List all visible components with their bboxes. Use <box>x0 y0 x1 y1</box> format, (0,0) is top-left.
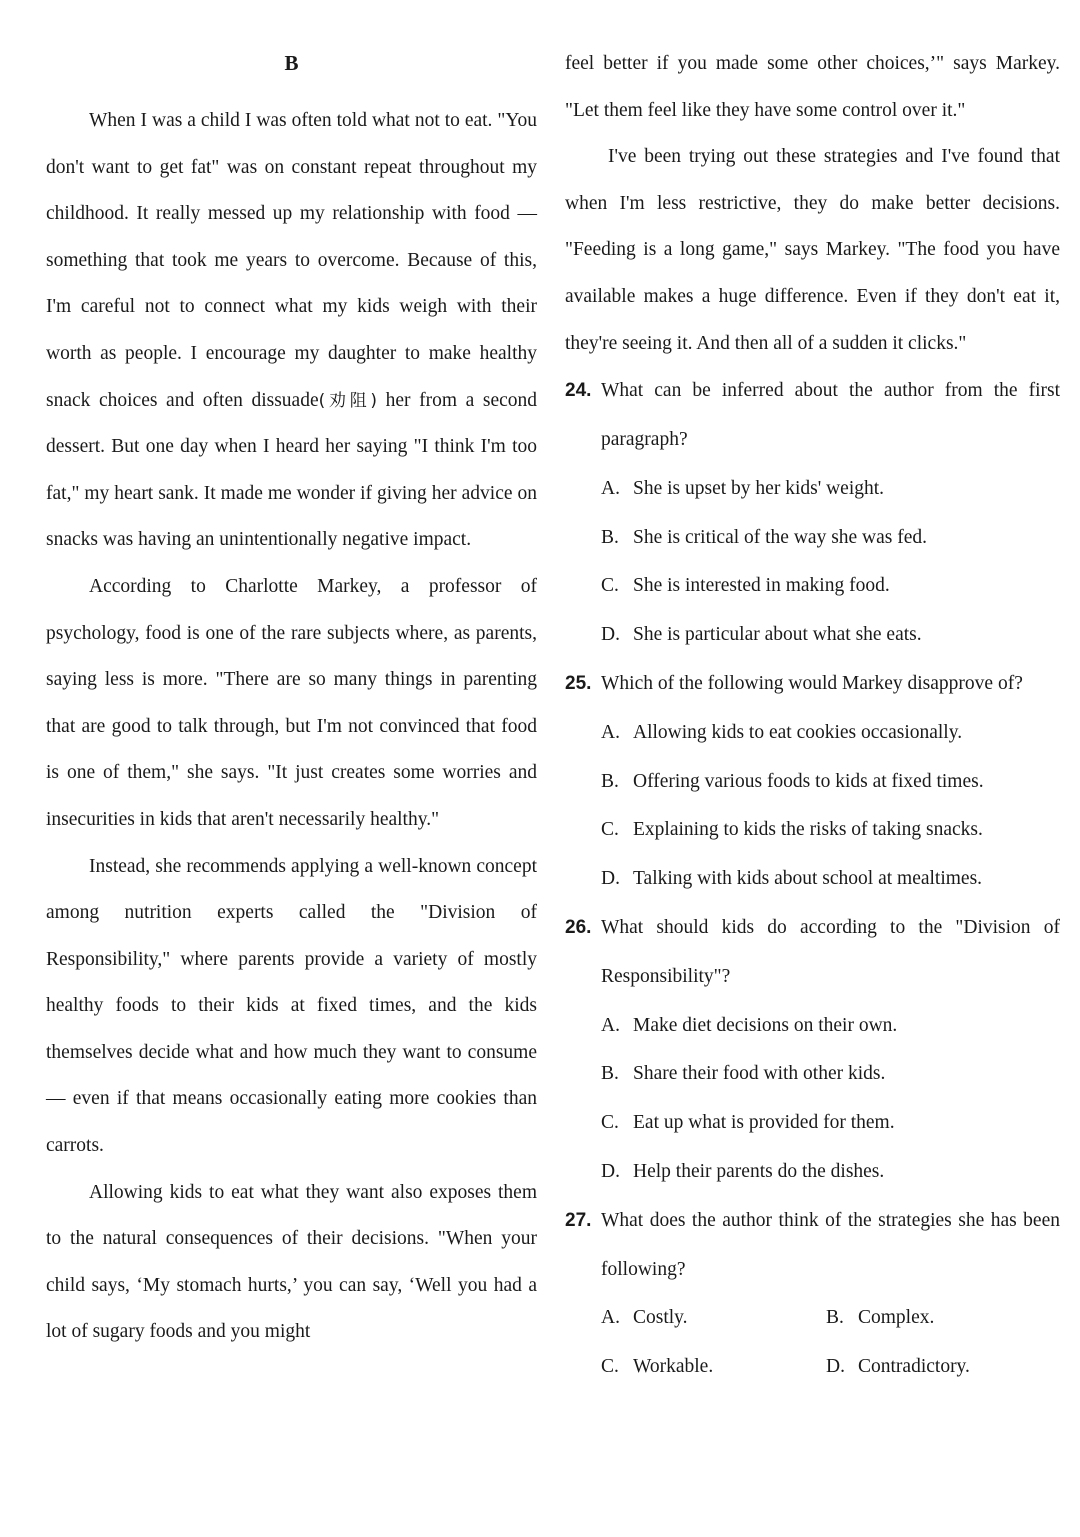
passage-paragraph-1 <box>46 98 537 564</box>
answer-option[interactable] <box>565 855 1060 904</box>
option-letter: A. <box>601 1014 620 1036</box>
option-text: Costly. <box>633 1307 688 1329</box>
question-number: 25. <box>565 672 592 694</box>
answer-option[interactable] <box>565 1002 1060 1051</box>
option-row <box>565 1294 1060 1343</box>
option-letter: C. <box>601 1112 619 1134</box>
option-text: Offering various foods to kids at fixed times. <box>633 770 984 792</box>
answer-option[interactable] <box>565 514 1060 563</box>
question-number: 27. <box>565 1209 592 1231</box>
paragraph-1-text: When I was a child I was often told what not to eat. "You don't want to get fat" was on constant repeat throughout my childhood. It really messed up my relationship with food — something that took me years to overcome. Because of this, I'm careful not to connect what my kids weigh with their worth as people. I encourage my daughter to make healthy snack choices and often dissuade <box>46 110 537 411</box>
option-text: Help their parents do the dishes. <box>633 1160 885 1182</box>
option-letter: C. <box>601 1356 619 1378</box>
option-text: She is interested in making food. <box>633 575 890 597</box>
option-text: Complex. <box>858 1307 935 1329</box>
answer-option[interactable] <box>565 709 1060 758</box>
answer-option[interactable] <box>826 1343 1051 1392</box>
option-text: Eat up what is provided for them. <box>633 1112 895 1134</box>
question-stem <box>565 367 1060 465</box>
option-letter: B. <box>601 526 619 548</box>
answer-option[interactable] <box>826 1294 1051 1343</box>
option-letter: D. <box>601 1160 620 1182</box>
question-stem <box>565 904 1060 1002</box>
passage-paragraph-4-continued: feel better if you made some other choices,’" says Markey. "Let them feel like they have some control over it." <box>565 53 1060 121</box>
paragraph-1-rest: her from a second dessert. But one day when I heard her saying "I think I'm too fat," my heart sank. It made me wonder if giving her advice on snacks was having an unintentionally negative impact. <box>46 389 538 551</box>
chinese-gloss: (劝阻) <box>318 390 378 411</box>
passage-paragraph-3: Instead, she recommends applying a well-known concept among nutrition experts called the "Division of Responsibility," where parents provide a variety of mostly healthy foods to their kids at fixed times, and the kids themselves decide what and how much they want to consume — even if that means occasionally eating more cookies than carrots. <box>46 855 537 1157</box>
answer-option[interactable] <box>565 806 1060 855</box>
option-letter: D. <box>826 1356 845 1378</box>
option-letter: B. <box>826 1307 844 1329</box>
option-text: She is particular about what she eats. <box>633 624 922 646</box>
question-25 <box>565 660 1060 904</box>
answer-option[interactable] <box>601 1343 826 1392</box>
passage-paragraph-5: I've been trying out these strategies and I've found that when I'm less restrictive, they do make better decisions. "Feeding is a long game," says Markey. "The food you have available makes a huge difference. Even if they don't eat it, they're seeing it. And then all of a sudden it clicks." <box>565 146 1060 354</box>
option-letter: A. <box>601 721 620 743</box>
option-letter: C. <box>601 819 619 841</box>
option-letter: D. <box>601 624 620 646</box>
option-row <box>565 1343 1060 1392</box>
option-text: Make diet decisions on their own. <box>633 1014 898 1036</box>
section-heading: B <box>284 51 299 75</box>
answer-option[interactable] <box>565 611 1060 660</box>
question-text: Which of the following would Markey disapprove of? <box>601 672 1023 694</box>
passage-paragraph-4: Allowing kids to eat what they want also exposes them to the natural consequences of their decisions. "When your child says, ‘My stomach hurts,’ you can say, ‘Well you had a lot of sugary foods and you might <box>46 1181 537 1343</box>
option-text: Talking with kids about school at mealtimes. <box>633 868 983 890</box>
question-26 <box>565 904 1060 1197</box>
option-letter: A. <box>601 477 620 499</box>
question-24 <box>565 367 1060 660</box>
answer-option[interactable] <box>565 1148 1060 1197</box>
question-stem <box>565 1197 1060 1295</box>
option-text: Contradictory. <box>858 1356 970 1378</box>
answer-option[interactable] <box>565 1099 1060 1148</box>
passage-paragraph-2: According to Charlotte Markey, a professor of psychology, food is one of the rare subjects where, as parents, saying less is more. "There are so many things in parenting that are good to talk through, but I'm not convinced that food is one of them," she says. "It just creates some worries and insecurities in kids that aren't necessarily healthy." <box>46 575 537 830</box>
option-text: Explaining to kids the risks of taking snacks. <box>633 819 983 841</box>
option-letter: B. <box>601 770 619 792</box>
right-column <box>565 0 1060 1392</box>
option-text: She is upset by her kids' weight. <box>633 477 885 499</box>
option-text: She is critical of the way she was fed. <box>633 526 928 548</box>
option-text: Allowing kids to eat cookies occasionally. <box>633 721 963 743</box>
answer-option[interactable] <box>565 465 1060 514</box>
answer-option[interactable] <box>565 758 1060 807</box>
option-letter: D. <box>601 868 620 890</box>
answer-option[interactable] <box>565 562 1060 611</box>
question-text: What can be inferred about the author from the first paragraph? <box>601 380 1060 450</box>
option-text: Workable. <box>633 1356 714 1378</box>
question-stem <box>565 660 1060 709</box>
answer-option[interactable] <box>565 1050 1060 1099</box>
option-text: Share their food with other kids. <box>633 1063 886 1085</box>
option-letter: A. <box>601 1307 620 1329</box>
question-text: What should kids do according to the "Division of Responsibility"? <box>601 916 1060 987</box>
question-number: 24. <box>565 380 592 402</box>
question-text: What does the author think of the strategies she has been following? <box>601 1209 1060 1280</box>
question-27 <box>565 1197 1060 1392</box>
answer-option[interactable] <box>601 1294 826 1343</box>
left-column <box>46 0 537 1356</box>
option-letter: B. <box>601 1063 619 1085</box>
option-letter: C. <box>601 575 619 597</box>
question-number: 26. <box>565 916 592 938</box>
